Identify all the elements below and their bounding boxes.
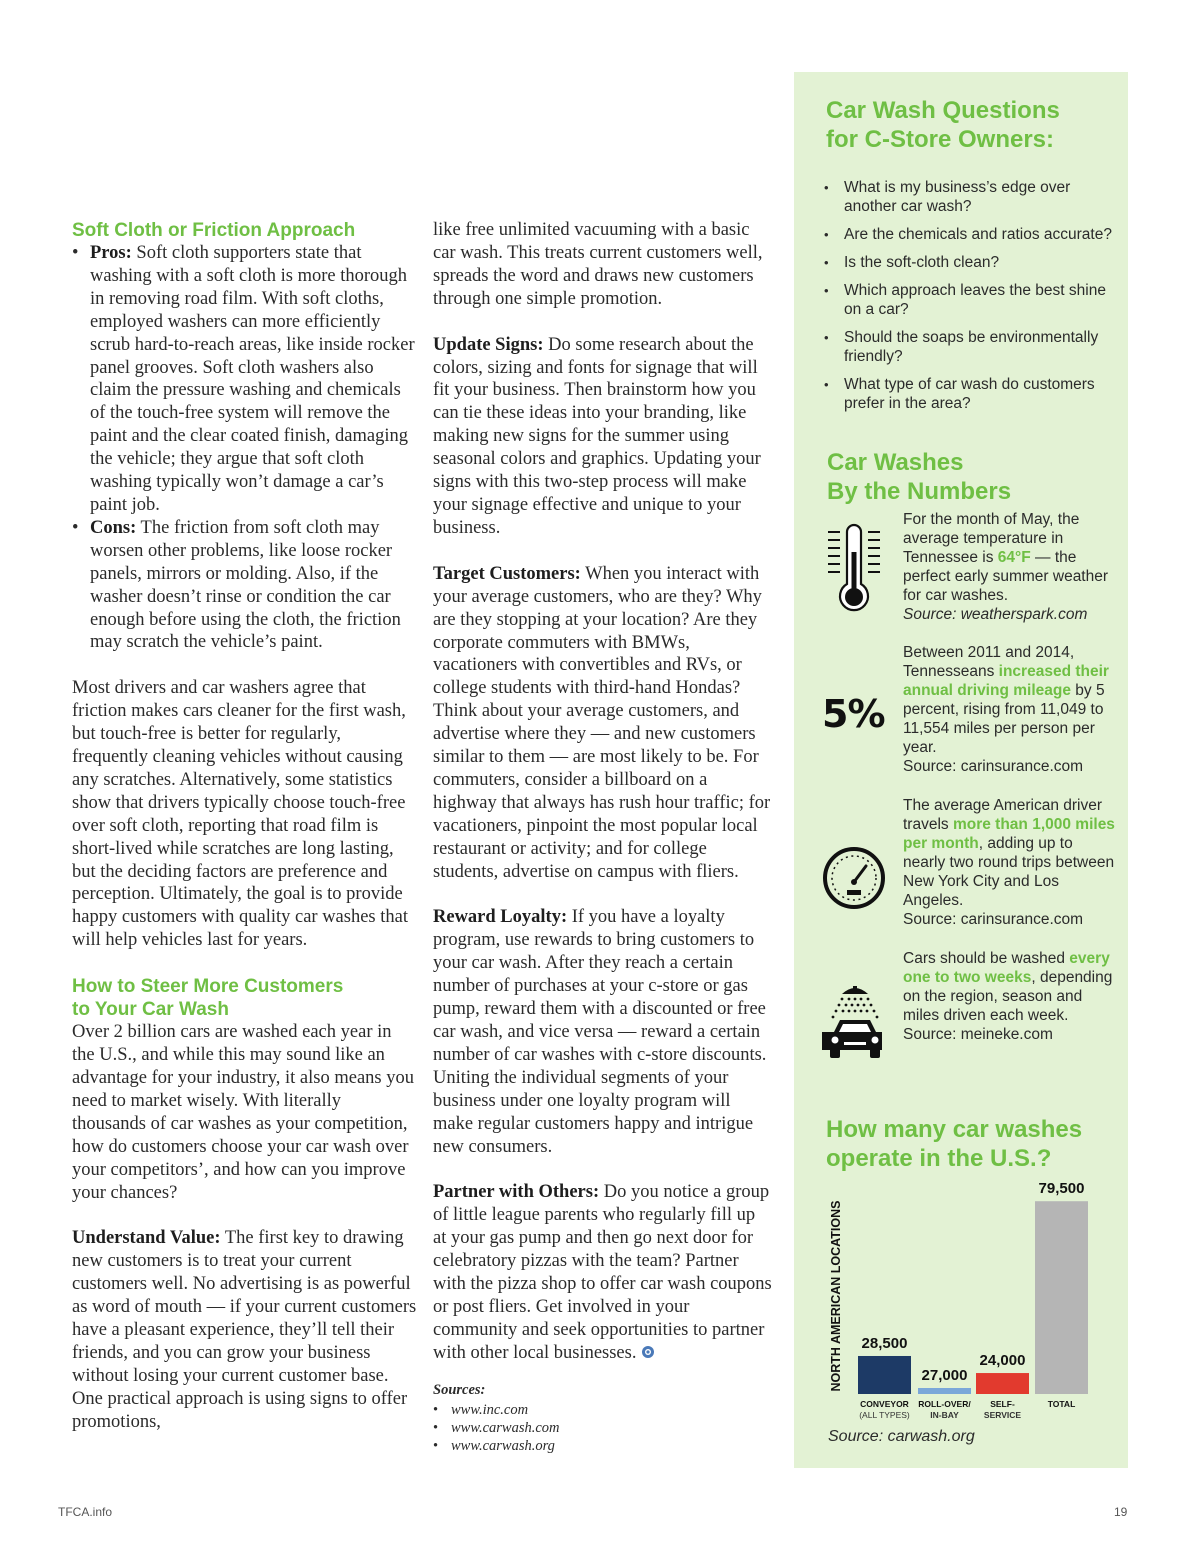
stat-monthly-miles: The average American driver travels more than 1,000 miles per month, adding up to nearly two round trips between New York City and Los Angeles. Source: carinsurance.com — [903, 796, 1118, 929]
category-label-1: CONVEYOR — [860, 1399, 909, 1409]
data-label-3: 24,000 — [979, 1352, 1026, 1370]
loyalty-label: Reward Loyalty: — [433, 907, 568, 928]
sidebar-panel — [794, 72, 1128, 1468]
paragraph-friction-vs-touchfree: Most drivers and car washers agree that friction makes cars cleaner for the first wash, but touch-free is better for regularly, frequently cleaning vehicles without causing any scratches. Alternatively, some statistics show that drivers typically choose touch-free over soft cloth, reporting that road film is short-lived while scratches are long lasting, but the deciding factors are preference and perception. Ultimately, the goal is to provide happy customers with quality car washes that will help vehicles last for years. — [72, 678, 408, 951]
paragraph-reward-loyalty: Reward Loyalty: If you have a loyalty program, use rewards to bring customers to your car wash. After they reach a certain number of purchases at your c-store or gas pump, reward them with a discounted or free car wash, and vice versa — reward a certain number of car washes with c-store discounts. Uniting the individual segments of your business under one loyalty program will make regular customers happy and intrigue new consumers. — [433, 907, 767, 1157]
page-number: 19 — [1114, 1505, 1128, 1519]
question-item: • What is my business’s edge over another car wash? — [824, 179, 1071, 215]
question-item: • What type of car wash do customers prefer in the area? — [824, 376, 1095, 412]
stat-highlight: increased their annual driving mileage — [903, 663, 1109, 699]
left-column — [72, 219, 417, 1434]
numbers-title: Car Washes By the Numbers — [827, 449, 1012, 505]
chart-title: How many car washes operate in the U.S.? — [826, 1116, 1083, 1172]
paragraph-partner-others: Partner with Others: Do you notice a group of little league parents who regularly fill up at your gas pump and then go next door for celebratory pizzas with the team? Partner with the pizza shop to offer car wash coupons or post fliers. Get involved in your community and seek opportunities to partner with other local businesses. — [433, 1182, 772, 1363]
cons-label: Cons: — [90, 517, 137, 538]
partner-label: Partner with Others: — [433, 1182, 600, 1203]
questions-title: Car Wash Questions for C-Store Owners: — [826, 97, 1060, 153]
data-label-4: 79,500 — [1038, 1180, 1085, 1198]
stat-highlight: every one to two weeks — [903, 950, 1110, 986]
stat-temperature: For the month of May, the average temperature in Tennessee is 64°F — the perfect early summer weather for car washes. Source: weatherspark.com — [903, 510, 1118, 624]
source-item: • www.carwash.com — [433, 1419, 560, 1436]
paragraph-billion-cars: Over 2 billion cars are washed each year in the U.S., and while this may sound like an advantage for your industry, it also means you need to market wisely. With literally thousands of car washes as your competition, how do customers choose your car wash over your competitors’, and how can you improve your chances? — [72, 1022, 414, 1203]
bar-chart-svg — [794, 1172, 1128, 1472]
data-label-2: 27,000 — [921, 1367, 968, 1384]
sources-list — [433, 1401, 773, 1455]
bullet-icon: • — [72, 243, 79, 263]
category-label-4: TOTAL — [1047, 1399, 1076, 1409]
bullet-icon: • — [72, 517, 79, 538]
section-heading-soft-cloth: Soft Cloth or Friction Approach — [72, 220, 356, 241]
question-item: • Is the soft-cloth clean? — [824, 254, 1000, 271]
paragraph-update-signs: Update Signs: Do some research about the colors, sizing and fonts for signage that will fit your business. Then brainstorm how you can tie these ideas into your branding, like making new signs for the summer using seasonal colors and graphics. Updating your signs with this two-step process will make your signage effective and unique to your business. — [433, 334, 761, 538]
chart-source: Source: carwash.org — [828, 1428, 975, 1445]
question-item: • Should the soaps be environmentally friendly? — [824, 329, 1099, 365]
end-mark-icon — [641, 1345, 655, 1359]
target-label: Target Customers: — [433, 563, 581, 584]
list-item-pros — [72, 242, 417, 517]
questions-list — [824, 178, 1114, 422]
signs-label: Update Signs: — [433, 334, 544, 355]
list-item-cons — [72, 517, 417, 654]
footer-site: TFCA.info — [58, 1505, 113, 1519]
stat-source: Source: carinsurance.com — [903, 911, 1084, 928]
stat-source: Source: meineke.com — [903, 1026, 1053, 1043]
thermometer-icon — [826, 522, 882, 618]
middle-column — [433, 219, 773, 1455]
paragraph-continued: like free unlimited vacuuming with a basic car wash. This treats current customers well, spreads the word and draws new customers through one simple promotion. — [433, 220, 763, 309]
question-item: • Which approach leaves the best shine on a car? — [824, 282, 1106, 318]
category-label-3: SELF- — [990, 1399, 1015, 1409]
source-item: • www.inc.com — [433, 1401, 529, 1418]
speedometer-icon — [822, 846, 886, 910]
value-label: Understand Value: — [72, 1228, 221, 1249]
bar-3 — [976, 1373, 1029, 1394]
pros-text: Soft cloth supporters state that washing with a soft cloth is more thorough in removing road film. With soft cloths, employed washers can more efficiently scrub hard-to-reach areas, like inside rocker panel grooves. Soft cloth washers also claim the pressure washing and chemicals of the touch-free system will remove the paint and the clear coated finish, damaging the vehicle; they argue that soft cloth washing typically won’t damage a car’s paint job. — [90, 243, 415, 515]
stat-source: Source: carinsurance.com — [903, 758, 1084, 775]
source-item: • www.carwash.org — [433, 1437, 555, 1454]
car-wash-icon — [820, 982, 890, 1064]
bar-2 — [918, 1388, 971, 1394]
car-wash-bar-chart — [794, 1172, 1128, 1472]
section-heading-steer-customers: How to Steer More Customers to Your Car Wash — [72, 976, 344, 1021]
category-sublabel-3: SERVICE — [983, 1410, 1022, 1420]
sources-title: Sources: — [433, 1381, 486, 1398]
stat-highlight: 64°F — [997, 549, 1031, 566]
stat-source: Source: weatherspark.com — [903, 606, 1088, 623]
pros-label: Pros: — [90, 243, 132, 263]
stat-wash-frequency: Cars should be washed every one to two weeks, depending on the region, season and miles driven each week. Source: meineke.com — [903, 949, 1118, 1044]
bar-1 — [858, 1356, 911, 1394]
cons-text: The friction from soft cloth may worsen other problems, like loose rocker panels, mirrors or molding. Also, if the washer doesn’t rinse or condition the car enough before using the cloth, the friction may scratch the vehicle’s paint. — [90, 517, 401, 653]
stat-driving-mileage: Between 2011 and 2014, Tennesseans increased their annual driving mileage by 5 percent, rising from 11,049 to 11,554 miles per person per year. Source: carinsurance.com — [903, 643, 1118, 776]
data-label-1: 28,500 — [861, 1334, 908, 1352]
sources-block — [433, 1381, 773, 1455]
pros-cons-list — [72, 242, 417, 654]
stat-highlight: more than 1,000 miles per month — [903, 816, 1115, 852]
category-label-2: ROLL-OVER/ — [918, 1399, 971, 1409]
category-sublabel-2: IN-BAY — [930, 1410, 959, 1420]
five-percent-figure: 5% — [822, 692, 885, 736]
y-axis-label: NORTH AMERICAN LOCATIONS — [829, 1200, 843, 1392]
paragraph-target-customers: Target Customers: When you interact with your average customers, who are they? Why are they stopping at your location? Are they corporate commuters with BMWs, vacationers with convertibles and RVs, or college students with third-hand Hondas? Think about your average customers, and advertise where they — and new customers similar to them — are most likely to be. For commuters, consider a billboard on a highway that always has rush hour traffic; for vacationers, pinpoint the most popular local restaurant or activity; and for college students, advertise on campus with fliers. — [433, 563, 771, 882]
bar-4 — [1035, 1201, 1088, 1394]
category-sublabel-1: (ALL TYPES) — [859, 1410, 910, 1420]
question-item: • Are the chemicals and ratios accurate? — [824, 226, 1112, 243]
paragraph-understand-value: Understand Value: The first key to drawing new customers is to treat your current customers well. No advertising is as powerful as word of mouth — if your current customers have a pleasant experience, they’ll tell their friends, and you can grow your business without losing your current customer base. One practical approach is using signs to offer promotions, — [72, 1228, 417, 1432]
